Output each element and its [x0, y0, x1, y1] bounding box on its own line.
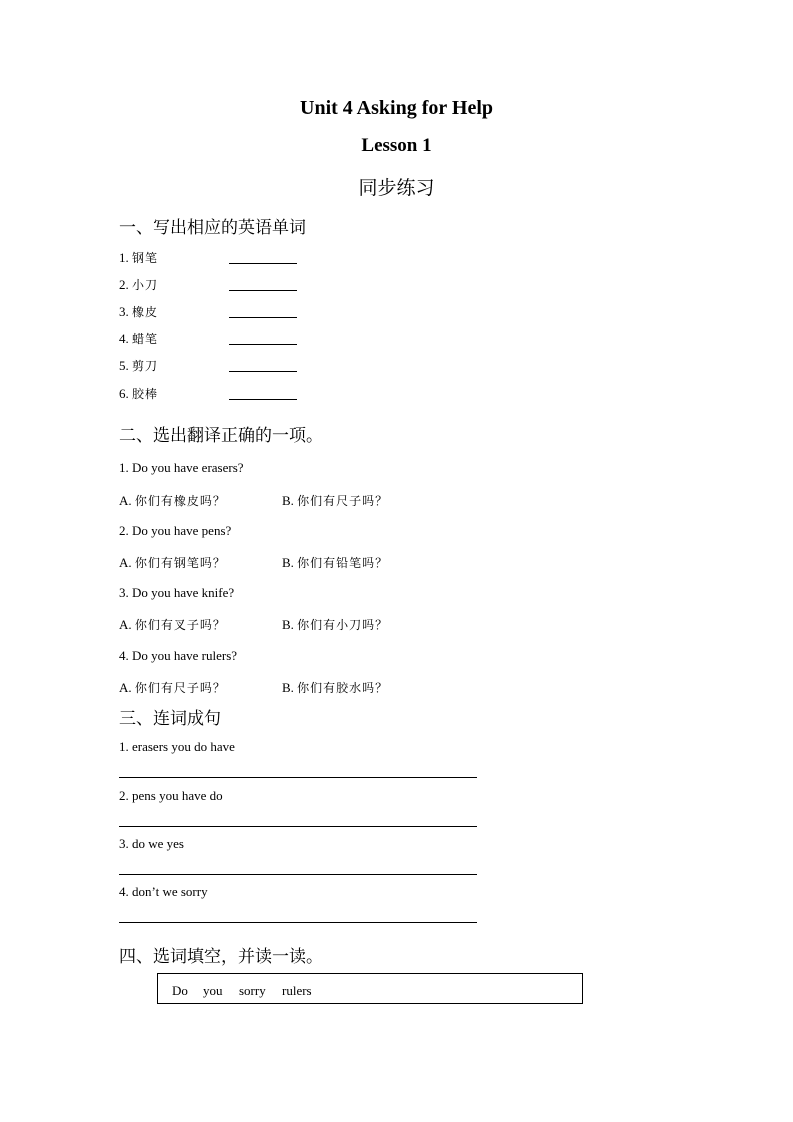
item-number: 2. — [119, 277, 129, 292]
option-b[interactable] — [282, 679, 388, 696]
option-label: A. — [119, 617, 132, 632]
item-number: 1. — [119, 250, 129, 265]
page-subtitle: 同步练习 — [358, 177, 435, 199]
option-label: B. — [282, 680, 294, 695]
option-text: 你们有钢笔吗？ — [134, 556, 226, 570]
option-text: 你们有铅笔吗？ — [297, 556, 389, 570]
answer-blank[interactable] — [229, 289, 297, 291]
option-b[interactable] — [282, 616, 388, 633]
page-title: Unit 4 Asking for Help — [300, 97, 493, 119]
answer-blank[interactable] — [229, 343, 297, 345]
option-label: A. — [119, 493, 132, 508]
option-a[interactable] — [119, 616, 226, 633]
option-text: 你们有尺子吗？ — [134, 681, 226, 695]
option-label: A. — [119, 555, 132, 570]
option-a[interactable] — [119, 492, 226, 509]
section4-heading: 四、选词填空，并读一读。 — [119, 947, 323, 967]
option-a[interactable] — [119, 554, 226, 571]
question-text: 4. Do you have rulers? — [119, 648, 238, 663]
item-number: 3. — [119, 304, 129, 319]
answer-blank[interactable] — [229, 262, 297, 264]
answer-line[interactable] — [119, 873, 477, 875]
option-text: 你们有胶水吗？ — [297, 681, 389, 695]
word-bank-item: rulers — [282, 983, 312, 998]
option-text: 你们有叉子吗？ — [134, 618, 226, 632]
section2-heading: 二、选出翻译正确的一项。 — [119, 426, 323, 446]
option-label: B. — [282, 555, 294, 570]
item-word: 橡皮 — [132, 305, 159, 319]
option-b[interactable] — [282, 492, 388, 509]
section3-heading: 三、连词成句 — [119, 709, 221, 729]
item-word: 小刀 — [132, 278, 159, 292]
question-text: 1. Do you have erasers? — [119, 460, 244, 475]
question-text: 3. Do you have knife? — [119, 585, 235, 600]
answer-line[interactable] — [119, 825, 477, 827]
section1-item — [119, 249, 158, 266]
scrambled-sentence: 3. do we yes — [119, 836, 184, 851]
scrambled-sentence: 2. pens you have do — [119, 788, 223, 803]
section1-item — [119, 303, 158, 320]
word-bank-item: sorry — [239, 983, 266, 998]
section1-item — [119, 357, 158, 374]
answer-line[interactable] — [119, 776, 477, 778]
word-bank-item: you — [203, 983, 223, 998]
lesson-title: Lesson 1 — [361, 135, 432, 156]
option-a[interactable] — [119, 679, 226, 696]
question-text: 2. Do you have pens? — [119, 523, 232, 538]
answer-blank[interactable] — [229, 398, 297, 400]
word-bank-item: Do — [172, 983, 188, 998]
option-text: 你们有小刀吗？ — [297, 618, 389, 632]
answer-line[interactable] — [119, 921, 477, 923]
section1-item — [119, 276, 158, 293]
item-word: 钢笔 — [132, 251, 159, 265]
answer-blank[interactable] — [229, 316, 297, 318]
section1-heading: 一、写出相应的英语单词 — [119, 218, 306, 238]
scrambled-sentence: 4. don’t we sorry — [119, 884, 208, 899]
option-text: 你们有尺子吗？ — [297, 494, 389, 508]
word-bank-box — [157, 973, 583, 1004]
item-number: 4. — [119, 331, 129, 346]
option-label: B. — [282, 617, 294, 632]
item-number: 5. — [119, 358, 129, 373]
option-b[interactable] — [282, 554, 388, 571]
item-number: 6. — [119, 386, 129, 401]
option-text: 你们有橡皮吗？ — [134, 494, 226, 508]
item-word: 胶棒 — [132, 387, 159, 401]
item-word: 蜡笔 — [132, 332, 159, 346]
scrambled-sentence: 1. erasers you do have — [119, 739, 235, 754]
answer-blank[interactable] — [229, 370, 297, 372]
section1-item — [119, 385, 158, 402]
section1-item — [119, 330, 158, 347]
option-label: B. — [282, 493, 294, 508]
option-label: A. — [119, 680, 132, 695]
item-word: 剪刀 — [132, 359, 159, 373]
